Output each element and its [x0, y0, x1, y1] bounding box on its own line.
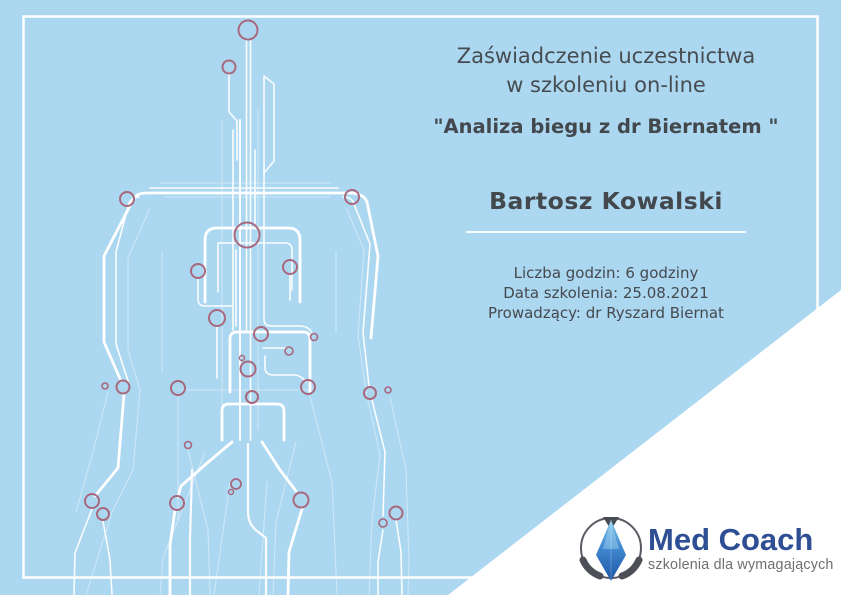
divider-line: [466, 231, 746, 233]
course-title: "Analiza biegu z dr Biernatem ": [433, 115, 779, 138]
certificate-title: [408, 42, 804, 100]
participant-name: Bartosz Kowalski: [489, 187, 723, 215]
detail-instructor: Prowadzący: dr Ryszard Biernat: [488, 304, 724, 322]
detail-hours: Liczba godzin: 6 godziny: [513, 264, 699, 282]
brand-tagline: szkolenia dla wymagających: [648, 557, 834, 573]
training-details: [408, 263, 804, 323]
title-line-2: w szkoleniu on-line: [506, 73, 706, 97]
certificate-content: [408, 0, 804, 595]
brand-name: Med Coach: [648, 522, 814, 557]
detail-date: Data szkolenia: 25.08.2021: [503, 284, 709, 302]
medcoach-logo-text: [648, 524, 834, 573]
title-line-1: Zaświadczenie uczestnictwa: [456, 44, 756, 68]
